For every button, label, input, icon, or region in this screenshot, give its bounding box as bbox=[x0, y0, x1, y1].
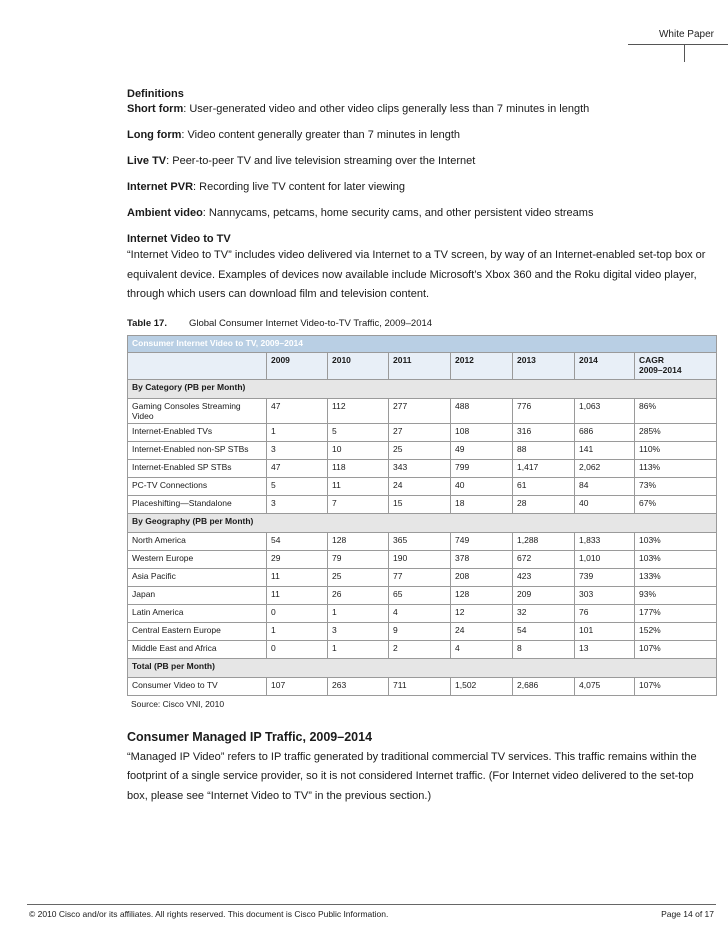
table-cell: 277 bbox=[389, 398, 451, 423]
table-caption-text: Global Consumer Internet Video-to-TV Traffic, 2009–2014 bbox=[188, 317, 433, 329]
table-cell: 11 bbox=[267, 568, 328, 586]
table-row-label: Western Europe bbox=[128, 550, 267, 568]
traffic-table bbox=[127, 335, 717, 696]
table-header-row bbox=[128, 352, 717, 379]
table-cell: 128 bbox=[451, 586, 513, 604]
table-cell: 112 bbox=[328, 398, 389, 423]
table-header-cell: 2011 bbox=[389, 352, 451, 379]
definition-term: Live TV bbox=[127, 155, 167, 167]
table-cell: 177% bbox=[635, 604, 717, 622]
managed-ip-heading: Consumer Managed IP Traffic, 2009–2014 bbox=[127, 729, 373, 744]
table-cell: 113% bbox=[635, 459, 717, 477]
definition-text: : Peer-to-peer TV and live television streaming over the Internet bbox=[166, 155, 476, 167]
table-row-label: Internet-Enabled TVs bbox=[128, 423, 267, 441]
table-row-label: PC-TV Connections bbox=[128, 477, 267, 495]
table-cell: 18 bbox=[451, 495, 513, 513]
definition-text: : User-generated video and other video clips generally less than 7 minutes in length bbox=[183, 103, 590, 115]
table-row-label: Japan bbox=[128, 586, 267, 604]
table-cell: 365 bbox=[389, 532, 451, 550]
table-cell: 672 bbox=[513, 550, 575, 568]
table-cell: 54 bbox=[513, 622, 575, 640]
table-cell: 88 bbox=[513, 441, 575, 459]
table-cell: 303 bbox=[575, 586, 635, 604]
table-cell: 128 bbox=[328, 532, 389, 550]
table-row-label: Middle East and Africa bbox=[128, 640, 267, 658]
definition-item bbox=[127, 181, 717, 194]
table-cell: 27 bbox=[389, 423, 451, 441]
table-cell: 133% bbox=[635, 568, 717, 586]
table-row bbox=[128, 604, 717, 622]
table-section-row bbox=[128, 379, 717, 398]
table-cell: 1 bbox=[328, 604, 389, 622]
table-cell: 209 bbox=[513, 586, 575, 604]
table-cell: 5 bbox=[267, 477, 328, 495]
table-cell: 28 bbox=[513, 495, 575, 513]
table-header-cell: 2010 bbox=[328, 352, 389, 379]
table-cell: 107% bbox=[635, 640, 717, 658]
table-cell: 54 bbox=[267, 532, 328, 550]
table-cell: 108 bbox=[451, 423, 513, 441]
table-section-label: By Category (PB per Month) bbox=[128, 379, 717, 398]
table-cell: 47 bbox=[267, 398, 328, 423]
header-label: White Paper bbox=[658, 29, 714, 40]
table-cell: 4,075 bbox=[575, 677, 635, 695]
table-cell: 93% bbox=[635, 586, 717, 604]
table-cell: 739 bbox=[575, 568, 635, 586]
table-row bbox=[128, 441, 717, 459]
table-cell: 1,417 bbox=[513, 459, 575, 477]
table-cell: 1,010 bbox=[575, 550, 635, 568]
table-cell: 1 bbox=[267, 622, 328, 640]
table-section-label: By Geography (PB per Month) bbox=[128, 513, 717, 532]
table-cell: 2 bbox=[389, 640, 451, 658]
table-cell: 110% bbox=[635, 441, 717, 459]
definition-item bbox=[127, 155, 717, 168]
table-row-label: Central Eastern Europe bbox=[128, 622, 267, 640]
definition-item bbox=[127, 207, 717, 220]
table-cell: 1,833 bbox=[575, 532, 635, 550]
table-cell: 86% bbox=[635, 398, 717, 423]
header-rule bbox=[628, 44, 728, 45]
table-row bbox=[128, 677, 717, 695]
table-row-label: Internet-Enabled SP STBs bbox=[128, 459, 267, 477]
table-cell: 1,288 bbox=[513, 532, 575, 550]
table-header-cell: 2014 bbox=[575, 352, 635, 379]
table-cell: 67% bbox=[635, 495, 717, 513]
table-cell: 263 bbox=[328, 677, 389, 695]
table-section-row bbox=[128, 658, 717, 677]
table-cell: 776 bbox=[513, 398, 575, 423]
table-cell: 141 bbox=[575, 441, 635, 459]
table-row-label: Placeshifting—Standalone bbox=[128, 495, 267, 513]
definition-term: Short form bbox=[127, 103, 184, 115]
header-vertical-rule bbox=[684, 44, 685, 62]
table-caption-label: Table 17. bbox=[127, 317, 167, 329]
table-cell: 9 bbox=[389, 622, 451, 640]
table-cell: 101 bbox=[575, 622, 635, 640]
page-content bbox=[127, 88, 717, 806]
table-cell: 12 bbox=[451, 604, 513, 622]
internet-video-paragraph: “Internet Video to TV” includes video delivered via Internet to a TV screen, by way of an Internet-enabled set-top box or equivalent device. Examples of devices now available include Microsoft’s Xbox 360 and the Roku digital video player, through which users can download film and television content. bbox=[127, 249, 706, 300]
table-header-cell-cagr bbox=[635, 352, 717, 379]
table-row bbox=[128, 495, 717, 513]
definition-item bbox=[127, 103, 717, 116]
table-cell: 3 bbox=[328, 622, 389, 640]
table-row bbox=[128, 398, 717, 423]
footer-copyright: © 2010 Cisco and/or its affiliates. All rights reserved. This document is Cisco Public Information. bbox=[29, 909, 389, 919]
table-cell: 79 bbox=[328, 550, 389, 568]
table-cell: 73% bbox=[635, 477, 717, 495]
table-cell: 49 bbox=[451, 441, 513, 459]
table-cell: 7 bbox=[328, 495, 389, 513]
table-cell: 61 bbox=[513, 477, 575, 495]
table-cell: 3 bbox=[267, 495, 328, 513]
table-header-cell: 2013 bbox=[513, 352, 575, 379]
table-cell: 2,686 bbox=[513, 677, 575, 695]
table-row-label: Internet-Enabled non-SP STBs bbox=[128, 441, 267, 459]
table-cell: 118 bbox=[328, 459, 389, 477]
table-cell: 103% bbox=[635, 532, 717, 550]
table-header-cell: 2009 bbox=[267, 352, 328, 379]
table-cell: 29 bbox=[267, 550, 328, 568]
table-row-label: North America bbox=[128, 532, 267, 550]
table-row bbox=[128, 532, 717, 550]
table-cell: 1 bbox=[328, 640, 389, 658]
table-source: Source: Cisco VNI, 2010 bbox=[131, 698, 225, 709]
table-cell: 1,063 bbox=[575, 398, 635, 423]
footer-page-number: Page 14 of 17 bbox=[661, 909, 714, 919]
table-cell: 40 bbox=[575, 495, 635, 513]
table-row bbox=[128, 459, 717, 477]
table-row bbox=[128, 622, 717, 640]
table-cell: 749 bbox=[451, 532, 513, 550]
table-cell: 5 bbox=[328, 423, 389, 441]
definition-term: Ambient video bbox=[127, 207, 203, 219]
table-cell: 24 bbox=[389, 477, 451, 495]
table-row bbox=[128, 568, 717, 586]
table-cell: 32 bbox=[513, 604, 575, 622]
definition-text: : Recording live TV content for later viewing bbox=[193, 181, 405, 193]
table-caption bbox=[127, 318, 717, 329]
table-cell: 0 bbox=[267, 640, 328, 658]
table-cell: 190 bbox=[389, 550, 451, 568]
table-cell: 423 bbox=[513, 568, 575, 586]
table-cell: 47 bbox=[267, 459, 328, 477]
definition-text: : Video content generally greater than 7 minutes in length bbox=[181, 129, 461, 141]
table-row bbox=[128, 423, 717, 441]
table-cell: 316 bbox=[513, 423, 575, 441]
table-section-row bbox=[128, 513, 717, 532]
table-cell: 1 bbox=[267, 423, 328, 441]
table-cell: 84 bbox=[575, 477, 635, 495]
table-header-cell bbox=[128, 352, 267, 379]
table-cell: 13 bbox=[575, 640, 635, 658]
table-cell: 24 bbox=[451, 622, 513, 640]
table-cell: 2,062 bbox=[575, 459, 635, 477]
table-cell: 343 bbox=[389, 459, 451, 477]
table-cell: 378 bbox=[451, 550, 513, 568]
table-section-label: Total (PB per Month) bbox=[128, 658, 717, 677]
table-row bbox=[128, 477, 717, 495]
cagr-range: 2009–2014 bbox=[639, 364, 682, 375]
table-row bbox=[128, 586, 717, 604]
managed-ip-paragraph: “Managed IP Video” refers to IP traffic generated by traditional commercial TV services. This traffic remains within the footprint of a single service provider, so it is not considered Internet traffic. (For Internet video delivered to the set-top box, please see “Internet Video to TV” in the previous section.) bbox=[127, 750, 697, 802]
table-row-label: Gaming Consoles Streaming Video bbox=[128, 398, 267, 423]
table-cell: 25 bbox=[389, 441, 451, 459]
table-cell: 8 bbox=[513, 640, 575, 658]
table-cell: 11 bbox=[328, 477, 389, 495]
table-cell: 77 bbox=[389, 568, 451, 586]
table-cell: 65 bbox=[389, 586, 451, 604]
table-header-cell: 2012 bbox=[451, 352, 513, 379]
table-cell: 15 bbox=[389, 495, 451, 513]
table-cell: 4 bbox=[389, 604, 451, 622]
table-title: Consumer Internet Video to TV, 2009–2014 bbox=[128, 335, 717, 352]
table-cell: 107 bbox=[267, 677, 328, 695]
table-row bbox=[128, 550, 717, 568]
definition-text: : Nannycams, petcams, home security cams, and other persistent video streams bbox=[202, 207, 594, 219]
table-cell: 285% bbox=[635, 423, 717, 441]
table-cell: 152% bbox=[635, 622, 717, 640]
table-cell: 10 bbox=[328, 441, 389, 459]
internet-video-heading: Internet Video to TV bbox=[127, 233, 231, 245]
definition-term: Internet PVR bbox=[127, 181, 194, 193]
definition-item bbox=[127, 129, 717, 142]
table-cell: 40 bbox=[451, 477, 513, 495]
cagr-label: CAGR bbox=[639, 354, 665, 365]
table-cell: 1,502 bbox=[451, 677, 513, 695]
table-row-label: Consumer Video to TV bbox=[128, 677, 267, 695]
table-cell: 26 bbox=[328, 586, 389, 604]
footer-rule bbox=[27, 904, 716, 905]
table-cell: 711 bbox=[389, 677, 451, 695]
table-cell: 103% bbox=[635, 550, 717, 568]
table-cell: 3 bbox=[267, 441, 328, 459]
definition-term: Long form bbox=[127, 129, 182, 141]
table-cell: 107% bbox=[635, 677, 717, 695]
table-cell: 686 bbox=[575, 423, 635, 441]
table-cell: 4 bbox=[451, 640, 513, 658]
table-row-label: Asia Pacific bbox=[128, 568, 267, 586]
table-cell: 208 bbox=[451, 568, 513, 586]
definitions-heading: Definitions bbox=[127, 88, 184, 100]
table-cell: 76 bbox=[575, 604, 635, 622]
table-cell: 0 bbox=[267, 604, 328, 622]
table-cell: 25 bbox=[328, 568, 389, 586]
table-cell: 488 bbox=[451, 398, 513, 423]
table-row bbox=[128, 640, 717, 658]
table-cell: 799 bbox=[451, 459, 513, 477]
table-cell: 11 bbox=[267, 586, 328, 604]
table-row-label: Latin America bbox=[128, 604, 267, 622]
